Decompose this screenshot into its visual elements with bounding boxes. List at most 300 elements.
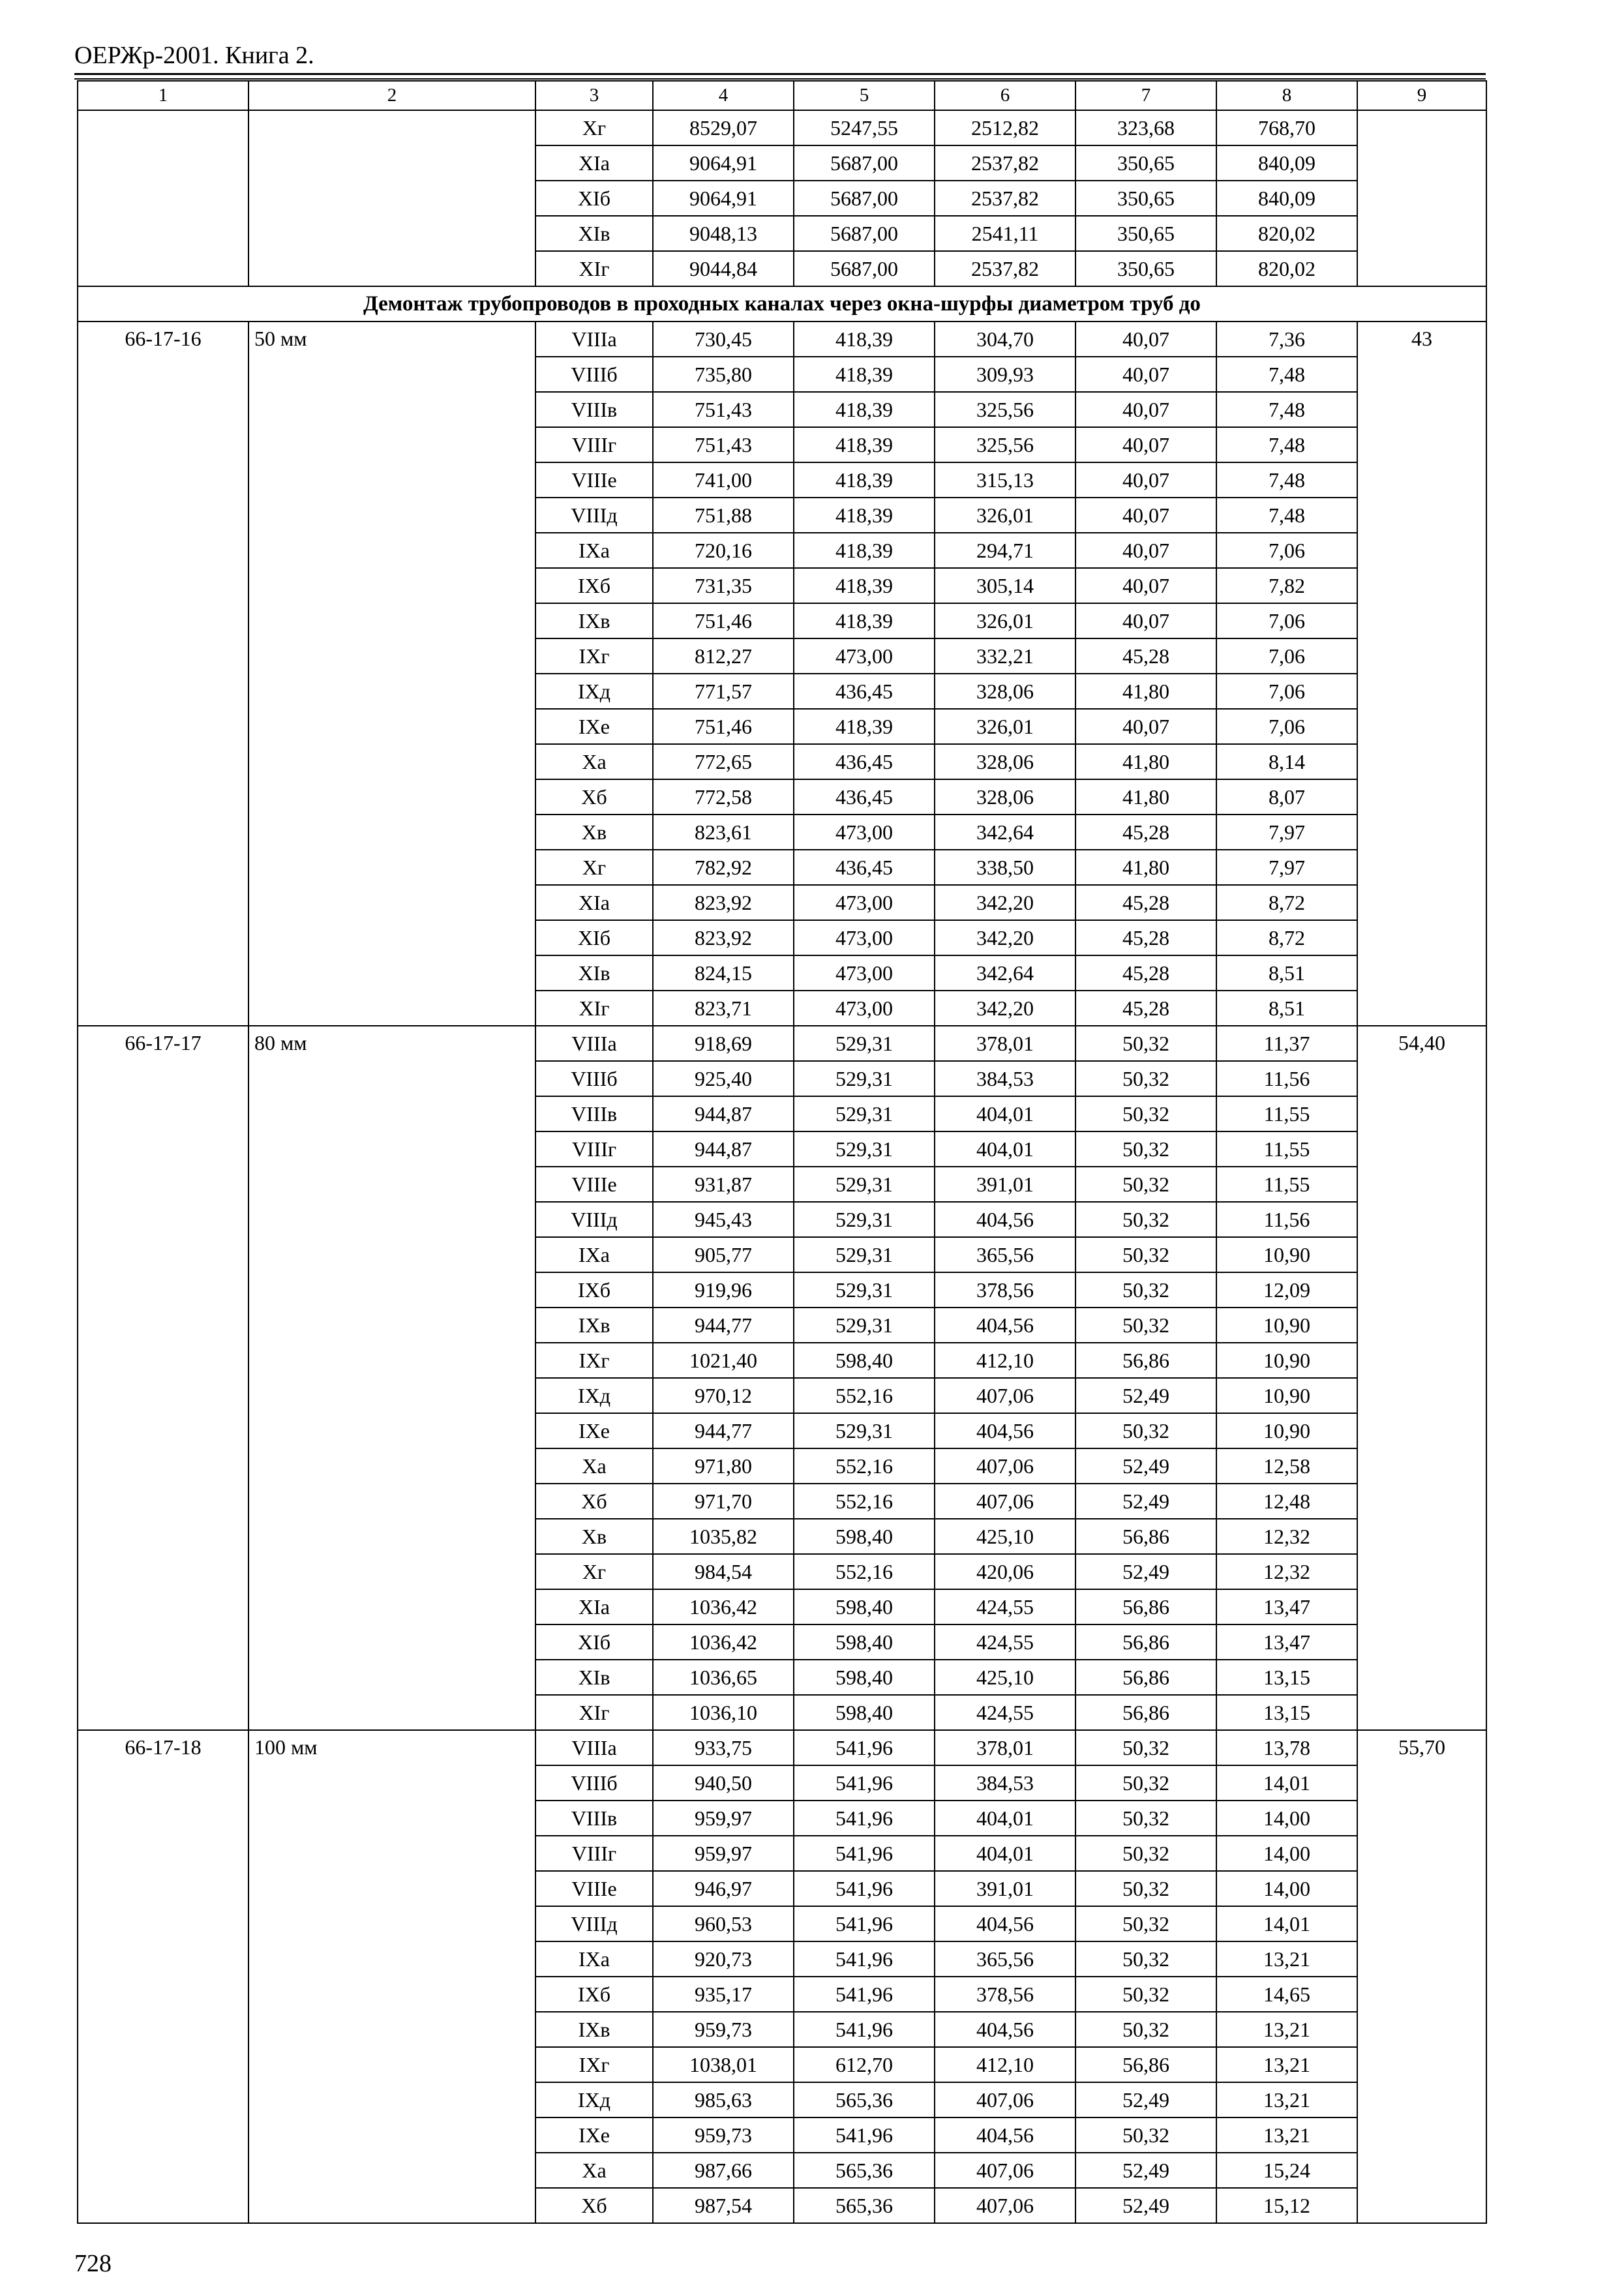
row-zone-cell: Xб [535, 1484, 653, 1519]
row-materials-cell: 14,00 [1216, 1871, 1357, 1906]
row-machine-wages-cell: 50,32 [1075, 1202, 1216, 1237]
row-zone-cell: VIIIе [535, 1871, 653, 1906]
row-total-cost-cell: 919,96 [653, 1272, 794, 1308]
row-machine-cost-cell: 404,56 [935, 2117, 1075, 2153]
row-total-cost-cell: 933,75 [653, 1730, 794, 1765]
row-total-cost-cell: 931,87 [653, 1167, 794, 1202]
row-machine-wages-cell: 41,80 [1075, 674, 1216, 709]
row-zone-cell: XIг [535, 251, 653, 286]
row-total-cost-cell: 782,92 [653, 850, 794, 885]
row-total-cost-cell: 985,63 [653, 2082, 794, 2117]
item-description: 100 мм [248, 1730, 535, 2223]
column-number: 9 [1357, 81, 1486, 110]
row-wages-cell: 529,31 [794, 1202, 935, 1237]
row-machine-cost-cell: 384,53 [935, 1765, 1075, 1801]
row-materials-cell: 13,21 [1216, 2047, 1357, 2082]
row-wages-cell: 529,31 [794, 1237, 935, 1272]
row-machine-wages-cell: 50,32 [1075, 1061, 1216, 1096]
row-total-cost-cell: 751,46 [653, 709, 794, 744]
row-total-cost-cell: 959,97 [653, 1801, 794, 1836]
row-wages-cell: 552,16 [794, 1448, 935, 1484]
row-machine-cost-cell: 378,01 [935, 1026, 1075, 1061]
row-machine-cost-cell: 338,50 [935, 850, 1075, 885]
row-materials-cell: 12,09 [1216, 1272, 1357, 1308]
row-zone-cell: VIIIе [535, 462, 653, 498]
row-wages-cell: 436,45 [794, 850, 935, 885]
item-col9: 55,70 [1357, 1730, 1486, 2223]
row-machine-cost-cell: 404,56 [935, 2012, 1075, 2047]
row-machine-cost-cell: 305,14 [935, 568, 1075, 603]
row-materials-cell: 12,58 [1216, 1448, 1357, 1484]
row-wages-cell: 541,96 [794, 1906, 935, 1941]
row-wages-cell: 541,96 [794, 1765, 935, 1801]
row-machine-cost-cell: 2537,82 [935, 181, 1075, 216]
row-wages-cell: 541,96 [794, 2117, 935, 2153]
row-total-cost-cell: 944,77 [653, 1308, 794, 1343]
column-number: 1 [78, 81, 248, 110]
row-zone-cell: IXв [535, 2012, 653, 2047]
row-machine-wages-cell: 50,32 [1075, 1237, 1216, 1272]
row-wages-cell: 473,00 [794, 638, 935, 674]
row-machine-wages-cell: 50,32 [1075, 2117, 1216, 2153]
row-materials-cell: 14,00 [1216, 1836, 1357, 1871]
row-wages-cell: 418,39 [794, 709, 935, 744]
row-wages-cell: 418,39 [794, 603, 935, 638]
row-zone-cell: VIIIд [535, 498, 653, 533]
row-materials-cell: 12,48 [1216, 1484, 1357, 1519]
row-machine-cost-cell: 424,55 [935, 1589, 1075, 1624]
row-machine-wages-cell: 350,65 [1075, 251, 1216, 286]
row-zone-cell: VIIIа [535, 1730, 653, 1765]
row-wages-cell: 565,36 [794, 2188, 935, 2223]
row-zone-cell: Xв [535, 1519, 653, 1554]
row-wages-cell: 598,40 [794, 1519, 935, 1554]
row-zone-cell: XIа [535, 1589, 653, 1624]
row-zone-cell: VIIIв [535, 1096, 653, 1131]
column-number: 7 [1075, 81, 1216, 110]
row-total-cost-cell: 959,73 [653, 2012, 794, 2047]
row-machine-wages-cell: 45,28 [1075, 991, 1216, 1026]
row-total-cost-cell: 940,50 [653, 1765, 794, 1801]
row-zone-cell: IXв [535, 1308, 653, 1343]
col9-cell-empty [1357, 110, 1486, 286]
row-machine-cost-cell: 2512,82 [935, 110, 1075, 145]
row-machine-wages-cell: 56,86 [1075, 1660, 1216, 1695]
row-materials-cell: 15,24 [1216, 2153, 1357, 2188]
row-wages-cell: 418,39 [794, 498, 935, 533]
row-machine-wages-cell: 52,49 [1075, 2188, 1216, 2223]
row-wages-cell: 418,39 [794, 427, 935, 462]
row-wages-cell: 529,31 [794, 1413, 935, 1448]
row-machine-wages-cell: 50,32 [1075, 1941, 1216, 1977]
column-number: 3 [535, 81, 653, 110]
row-zone-cell: VIIIе [535, 1167, 653, 1202]
row-machine-cost-cell: 407,06 [935, 1448, 1075, 1484]
row-zone-cell: Xа [535, 1448, 653, 1484]
row-machine-wages-cell: 350,65 [1075, 181, 1216, 216]
row-wages-cell: 436,45 [794, 779, 935, 815]
row-machine-cost-cell: 404,01 [935, 1096, 1075, 1131]
row-materials-cell: 8,51 [1216, 991, 1357, 1026]
row-machine-wages-cell: 40,07 [1075, 603, 1216, 638]
row-total-cost-cell: 920,73 [653, 1941, 794, 1977]
row-total-cost-cell: 1036,65 [653, 1660, 794, 1695]
row-materials-cell: 8,72 [1216, 885, 1357, 920]
row-machine-cost-cell: 326,01 [935, 498, 1075, 533]
row-wages-cell: 418,39 [794, 357, 935, 392]
row-total-cost-cell: 971,70 [653, 1484, 794, 1519]
row-zone-cell: Xг [535, 1554, 653, 1589]
row-zone-cell: VIIIб [535, 1061, 653, 1096]
row-total-cost-cell: 944,77 [653, 1413, 794, 1448]
row-machine-cost-cell: 2537,82 [935, 251, 1075, 286]
row-zone-cell: IXе [535, 709, 653, 744]
row-machine-wages-cell: 45,28 [1075, 638, 1216, 674]
row-materials-cell: 7,36 [1216, 322, 1357, 357]
row-wages-cell: 5247,55 [794, 110, 935, 145]
row-materials-cell: 14,01 [1216, 1906, 1357, 1941]
row-zone-cell: VIIIг [535, 427, 653, 462]
row-total-cost-cell: 984,54 [653, 1554, 794, 1589]
column-number: 4 [653, 81, 794, 110]
row-total-cost-cell: 945,43 [653, 1202, 794, 1237]
row-machine-cost-cell: 325,56 [935, 392, 1075, 427]
row-zone-cell: Xг [535, 110, 653, 145]
column-number: 8 [1216, 81, 1357, 110]
row-total-cost-cell: 771,57 [653, 674, 794, 709]
row-machine-cost-cell: 407,06 [935, 1484, 1075, 1519]
row-wages-cell: 418,39 [794, 462, 935, 498]
row-machine-wages-cell: 41,80 [1075, 850, 1216, 885]
row-materials-cell: 14,65 [1216, 1977, 1357, 2012]
row-machine-wages-cell: 50,32 [1075, 1871, 1216, 1906]
row-wages-cell: 473,00 [794, 991, 935, 1026]
row-machine-wages-cell: 350,65 [1075, 216, 1216, 251]
row-zone-cell: XIв [535, 1660, 653, 1695]
section-title-row [78, 286, 1486, 322]
row-zone-cell: XIа [535, 145, 653, 181]
row-wages-cell: 552,16 [794, 1378, 935, 1413]
row-machine-wages-cell: 50,32 [1075, 1801, 1216, 1836]
row-wages-cell: 473,00 [794, 920, 935, 955]
row-total-cost-cell: 9064,91 [653, 181, 794, 216]
row-total-cost-cell: 1036,10 [653, 1695, 794, 1730]
row-machine-cost-cell: 378,56 [935, 1977, 1075, 2012]
table-row [78, 322, 1486, 357]
row-materials-cell: 7,97 [1216, 850, 1357, 885]
row-total-cost-cell: 824,15 [653, 955, 794, 991]
row-materials-cell: 7,06 [1216, 533, 1357, 568]
column-number: 6 [935, 81, 1075, 110]
row-materials-cell: 8,72 [1216, 920, 1357, 955]
row-machine-cost-cell: 328,06 [935, 744, 1075, 779]
item-description: 80 мм [248, 1026, 535, 1730]
row-zone-cell: Xа [535, 2153, 653, 2188]
row-machine-wages-cell: 50,32 [1075, 1906, 1216, 1941]
row-machine-wages-cell: 40,07 [1075, 498, 1216, 533]
row-materials-cell: 11,55 [1216, 1167, 1357, 1202]
row-machine-cost-cell: 404,56 [935, 1202, 1075, 1237]
row-zone-cell: Xб [535, 2188, 653, 2223]
row-materials-cell: 7,48 [1216, 427, 1357, 462]
row-materials-cell: 8,07 [1216, 779, 1357, 815]
row-zone-cell: XIв [535, 216, 653, 251]
row-machine-wages-cell: 50,32 [1075, 2012, 1216, 2047]
row-wages-cell: 436,45 [794, 744, 935, 779]
row-machine-wages-cell: 40,07 [1075, 322, 1216, 357]
row-machine-cost-cell: 412,10 [935, 2047, 1075, 2082]
row-total-cost-cell: 1036,42 [653, 1624, 794, 1660]
row-machine-wages-cell: 52,49 [1075, 1448, 1216, 1484]
row-total-cost-cell: 918,69 [653, 1026, 794, 1061]
row-zone-cell: IXд [535, 1378, 653, 1413]
table-row [78, 1730, 1486, 1765]
row-machine-cost-cell: 424,55 [935, 1624, 1075, 1660]
row-machine-wages-cell: 50,32 [1075, 1730, 1216, 1765]
row-materials-cell: 13,47 [1216, 1589, 1357, 1624]
row-machine-cost-cell: 332,21 [935, 638, 1075, 674]
row-materials-cell: 13,21 [1216, 1941, 1357, 1977]
row-machine-cost-cell: 425,10 [935, 1660, 1075, 1695]
description-cell-empty [248, 110, 535, 286]
row-machine-wages-cell: 45,28 [1075, 885, 1216, 920]
row-wages-cell: 541,96 [794, 1836, 935, 1871]
row-machine-wages-cell: 50,32 [1075, 1836, 1216, 1871]
row-machine-wages-cell: 45,28 [1075, 955, 1216, 991]
row-total-cost-cell: 960,53 [653, 1906, 794, 1941]
row-machine-cost-cell: 412,10 [935, 1343, 1075, 1378]
row-total-cost-cell: 905,77 [653, 1237, 794, 1272]
row-total-cost-cell: 741,00 [653, 462, 794, 498]
row-wages-cell: 418,39 [794, 322, 935, 357]
row-wages-cell: 529,31 [794, 1308, 935, 1343]
row-machine-cost-cell: 391,01 [935, 1871, 1075, 1906]
row-total-cost-cell: 751,43 [653, 427, 794, 462]
row-zone-cell: IXг [535, 638, 653, 674]
row-machine-cost-cell: 404,56 [935, 1308, 1075, 1343]
row-zone-cell: VIIIа [535, 322, 653, 357]
row-zone-cell: IXе [535, 2117, 653, 2153]
row-total-cost-cell: 751,88 [653, 498, 794, 533]
row-total-cost-cell: 731,35 [653, 568, 794, 603]
row-machine-cost-cell: 404,56 [935, 1906, 1075, 1941]
price-table [77, 80, 1487, 2224]
row-zone-cell: XIг [535, 991, 653, 1026]
row-zone-cell: IXд [535, 2082, 653, 2117]
row-wages-cell: 541,96 [794, 1801, 935, 1836]
row-zone-cell: XIв [535, 955, 653, 991]
row-machine-wages-cell: 52,49 [1075, 1554, 1216, 1589]
row-zone-cell: IXб [535, 568, 653, 603]
row-total-cost-cell: 970,12 [653, 1378, 794, 1413]
row-machine-wages-cell: 350,65 [1075, 145, 1216, 181]
row-materials-cell: 11,55 [1216, 1096, 1357, 1131]
row-wages-cell: 473,00 [794, 885, 935, 920]
row-machine-cost-cell: 342,64 [935, 815, 1075, 850]
row-zone-cell: VIIIв [535, 392, 653, 427]
row-materials-cell: 7,48 [1216, 392, 1357, 427]
row-total-cost-cell: 987,66 [653, 2153, 794, 2188]
row-materials-cell: 13,47 [1216, 1624, 1357, 1660]
row-wages-cell: 473,00 [794, 955, 935, 991]
row-materials-cell: 13,21 [1216, 2012, 1357, 2047]
row-total-cost-cell: 735,80 [653, 357, 794, 392]
row-materials-cell: 7,97 [1216, 815, 1357, 850]
row-zone-cell: IXв [535, 603, 653, 638]
row-machine-cost-cell: 404,01 [935, 1131, 1075, 1167]
row-zone-cell: XIг [535, 1695, 653, 1730]
row-machine-wages-cell: 52,49 [1075, 2082, 1216, 2117]
row-materials-cell: 8,51 [1216, 955, 1357, 991]
row-wages-cell: 598,40 [794, 1343, 935, 1378]
row-machine-cost-cell: 342,20 [935, 885, 1075, 920]
row-machine-cost-cell: 2537,82 [935, 145, 1075, 181]
row-machine-wages-cell: 50,32 [1075, 1026, 1216, 1061]
row-machine-cost-cell: 404,01 [935, 1836, 1075, 1871]
table-body [78, 81, 1486, 2223]
row-materials-cell: 10,90 [1216, 1343, 1357, 1378]
row-machine-wages-cell: 50,32 [1075, 1765, 1216, 1801]
row-materials-cell: 7,48 [1216, 498, 1357, 533]
row-total-cost-cell: 9044,84 [653, 251, 794, 286]
row-zone-cell: IXе [535, 1413, 653, 1448]
row-materials-cell: 820,02 [1216, 251, 1357, 286]
row-materials-cell: 840,09 [1216, 181, 1357, 216]
row-machine-wages-cell: 323,68 [1075, 110, 1216, 145]
row-machine-wages-cell: 52,49 [1075, 1484, 1216, 1519]
row-materials-cell: 13,21 [1216, 2082, 1357, 2117]
row-machine-wages-cell: 56,86 [1075, 1695, 1216, 1730]
row-zone-cell: VIIIд [535, 1202, 653, 1237]
row-machine-wages-cell: 50,32 [1075, 1308, 1216, 1343]
row-machine-wages-cell: 50,32 [1075, 1167, 1216, 1202]
column-number-row [78, 81, 1486, 110]
row-machine-cost-cell: 407,06 [935, 2153, 1075, 2188]
row-machine-cost-cell: 407,06 [935, 2188, 1075, 2223]
row-machine-wages-cell: 56,86 [1075, 1624, 1216, 1660]
row-machine-wages-cell: 40,07 [1075, 392, 1216, 427]
row-total-cost-cell: 971,80 [653, 1448, 794, 1484]
row-materials-cell: 8,14 [1216, 744, 1357, 779]
row-total-cost-cell: 772,65 [653, 744, 794, 779]
header-rule [74, 73, 1486, 75]
row-machine-cost-cell: 328,06 [935, 674, 1075, 709]
item-code: 66-17-17 [78, 1026, 248, 1730]
row-materials-cell: 7,06 [1216, 674, 1357, 709]
row-total-cost-cell: 1038,01 [653, 2047, 794, 2082]
document-header: ОЕРЖр-2001. Книга 2. [74, 42, 314, 69]
table-row [78, 1026, 1486, 1061]
row-zone-cell: IXа [535, 533, 653, 568]
row-wages-cell: 565,36 [794, 2153, 935, 2188]
row-wages-cell: 541,96 [794, 1730, 935, 1765]
row-wages-cell: 5687,00 [794, 216, 935, 251]
row-materials-cell: 10,90 [1216, 1308, 1357, 1343]
row-wages-cell: 529,31 [794, 1061, 935, 1096]
row-materials-cell: 10,90 [1216, 1413, 1357, 1448]
row-wages-cell: 552,16 [794, 1554, 935, 1589]
row-total-cost-cell: 772,58 [653, 779, 794, 815]
row-zone-cell: IXа [535, 1941, 653, 1977]
row-total-cost-cell: 1021,40 [653, 1343, 794, 1378]
row-wages-cell: 552,16 [794, 1484, 935, 1519]
row-zone-cell: VIIIг [535, 1131, 653, 1167]
row-machine-cost-cell: 304,70 [935, 322, 1075, 357]
row-wages-cell: 436,45 [794, 674, 935, 709]
row-total-cost-cell: 935,17 [653, 1977, 794, 2012]
row-total-cost-cell: 944,87 [653, 1131, 794, 1167]
row-materials-cell: 10,90 [1216, 1378, 1357, 1413]
row-wages-cell: 473,00 [794, 815, 935, 850]
row-zone-cell: IXб [535, 1977, 653, 2012]
row-materials-cell: 7,06 [1216, 638, 1357, 674]
row-wages-cell: 5687,00 [794, 145, 935, 181]
item-col9: 54,40 [1357, 1026, 1486, 1730]
row-zone-cell: XIа [535, 885, 653, 920]
item-col9: 43 [1357, 322, 1486, 1026]
row-wages-cell: 529,31 [794, 1096, 935, 1131]
row-zone-cell: XIб [535, 1624, 653, 1660]
row-wages-cell: 565,36 [794, 2082, 935, 2117]
row-total-cost-cell: 823,61 [653, 815, 794, 850]
column-number: 5 [794, 81, 935, 110]
row-total-cost-cell: 925,40 [653, 1061, 794, 1096]
row-wages-cell: 612,70 [794, 2047, 935, 2082]
row-materials-cell: 14,01 [1216, 1765, 1357, 1801]
row-materials-cell: 7,06 [1216, 603, 1357, 638]
row-zone-cell: VIIIг [535, 1836, 653, 1871]
row-machine-cost-cell: 326,01 [935, 603, 1075, 638]
row-machine-wages-cell: 50,32 [1075, 1977, 1216, 2012]
row-machine-cost-cell: 315,13 [935, 462, 1075, 498]
row-zone-cell: XIб [535, 920, 653, 955]
section-title: Демонтаж трубопроводов в проходных каналах через окна-шурфы диаметром труб до [78, 286, 1486, 322]
row-total-cost-cell: 959,97 [653, 1836, 794, 1871]
code-cell-empty [78, 110, 248, 286]
row-materials-cell: 13,21 [1216, 2117, 1357, 2153]
row-wages-cell: 598,40 [794, 1624, 935, 1660]
row-machine-cost-cell: 425,10 [935, 1519, 1075, 1554]
row-machine-wages-cell: 40,07 [1075, 357, 1216, 392]
row-wages-cell: 529,31 [794, 1131, 935, 1167]
column-number: 2 [248, 81, 535, 110]
row-materials-cell: 12,32 [1216, 1554, 1357, 1589]
row-total-cost-cell: 751,43 [653, 392, 794, 427]
row-total-cost-cell: 946,97 [653, 1871, 794, 1906]
row-total-cost-cell: 730,45 [653, 322, 794, 357]
row-machine-wages-cell: 41,80 [1075, 744, 1216, 779]
row-machine-cost-cell: 404,56 [935, 1413, 1075, 1448]
row-zone-cell: IXб [535, 1272, 653, 1308]
row-wages-cell: 5687,00 [794, 251, 935, 286]
table-row [78, 110, 1486, 145]
row-machine-wages-cell: 52,49 [1075, 2153, 1216, 2188]
row-zone-cell: VIIIб [535, 1765, 653, 1801]
row-machine-wages-cell: 50,32 [1075, 1413, 1216, 1448]
row-total-cost-cell: 823,92 [653, 920, 794, 955]
row-zone-cell: IXд [535, 674, 653, 709]
row-zone-cell: Xв [535, 815, 653, 850]
row-total-cost-cell: 1036,42 [653, 1589, 794, 1624]
row-wages-cell: 5687,00 [794, 181, 935, 216]
row-zone-cell: IXг [535, 1343, 653, 1378]
row-materials-cell: 11,56 [1216, 1202, 1357, 1237]
row-wages-cell: 529,31 [794, 1026, 935, 1061]
row-materials-cell: 13,15 [1216, 1695, 1357, 1730]
row-zone-cell: IXг [535, 2047, 653, 2082]
row-machine-cost-cell: 309,93 [935, 357, 1075, 392]
row-machine-cost-cell: 328,06 [935, 779, 1075, 815]
